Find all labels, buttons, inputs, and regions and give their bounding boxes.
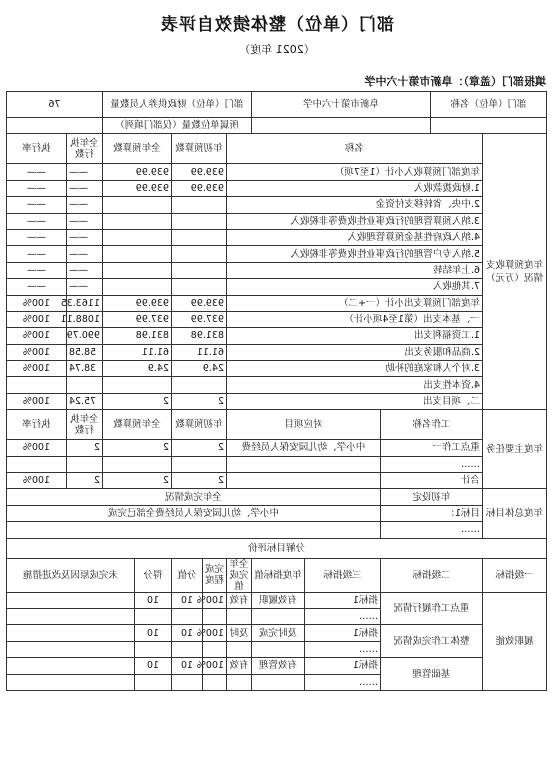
budget-row <box>6 213 546 229</box>
goal-col-expected: 年初设定 <box>380 489 482 505</box>
budget-rate: 100% <box>6 344 66 360</box>
task-name: …… <box>380 456 482 472</box>
budget-row <box>6 344 546 360</box>
eval-title-row <box>6 538 546 558</box>
budget-item-name: 年度部门预算支出小计（一+二） <box>226 295 482 311</box>
budget-actual: 1163.35 <box>66 295 102 311</box>
page-title: 部门（单位）整体绩效自评表 <box>160 15 394 35</box>
evaluation-table <box>6 91 547 691</box>
budget-rate: —— <box>6 246 66 262</box>
goal-row <box>6 505 546 521</box>
eval-score-total <box>171 608 202 624</box>
task-full: 2 <box>102 440 171 456</box>
budget-rate: —— <box>6 262 66 278</box>
budget-initial <box>171 197 226 213</box>
budget-actual: —— <box>66 180 102 196</box>
budget-item-name: 6.上年结转 <box>226 262 482 278</box>
budget-initial: 24.9 <box>171 361 226 377</box>
budget-col-full: 全年预算数 <box>102 134 171 164</box>
budget-full: 939.99 <box>102 295 171 311</box>
budget-actual: —— <box>66 197 102 213</box>
task-row <box>6 473 546 489</box>
budget-initial: 831.98 <box>171 328 226 344</box>
budget-full <box>102 246 171 262</box>
budget-initial: 939.99 <box>171 295 226 311</box>
eval-col-full: 全年完成值 <box>226 558 251 592</box>
budget-full: 2 <box>102 393 171 409</box>
eval-reason <box>6 608 134 624</box>
budget-item-name: 5.纳入专户管理的行政事业性收费等非税收入 <box>226 246 482 262</box>
eval-col-score: 得分 <box>134 558 171 592</box>
report-year: （2021 年度） <box>239 43 315 56</box>
eval-degree <box>202 641 226 657</box>
budget-actual <box>66 377 102 393</box>
budget-actual: —— <box>66 229 102 245</box>
budget-header-row <box>6 134 546 164</box>
task-actual <box>66 456 102 472</box>
eval-yearly <box>251 641 304 657</box>
staff-value: 76 <box>6 92 102 118</box>
eval-degree: 100% <box>202 592 226 608</box>
budget-item-name: 1.财政拨款收入 <box>226 180 482 196</box>
budget-initial: 939.99 <box>171 164 226 180</box>
budget-actual: —— <box>66 279 102 295</box>
budget-initial <box>171 279 226 295</box>
eval-level3: 指标1 <box>304 658 380 674</box>
eval-header-row <box>6 558 546 592</box>
eval-full <box>226 641 251 657</box>
budget-rate: 100% <box>6 393 66 409</box>
eval-full: 及时 <box>226 625 251 641</box>
budget-col-actual: 全年执行数 <box>66 134 102 164</box>
budget-row <box>6 164 546 180</box>
eval-col-level1: 一级指标 <box>483 558 547 592</box>
budget-section <box>6 134 546 410</box>
budget-row <box>6 229 546 245</box>
task-section-label: 年度主要任务 <box>483 410 547 489</box>
eval-level3: 指标1 <box>304 625 380 641</box>
eval-reason <box>6 674 134 690</box>
budget-section-label: 年度预算收支情况（万元） <box>483 134 547 410</box>
budget-initial: 939.99 <box>171 180 226 196</box>
budget-rate: 100% <box>6 295 66 311</box>
sub-units-label: 所属单位数量（仅部门填列） <box>102 118 251 134</box>
budget-row <box>6 180 546 196</box>
eval-full: 有效 <box>226 592 251 608</box>
dept-name-value: 阜新市第十六中学 <box>251 92 430 118</box>
task-initial: 2 <box>171 473 226 489</box>
budget-actual: —— <box>66 262 102 278</box>
goal-header-row <box>6 489 546 505</box>
budget-item-name: 3.对个人和家庭的补助 <box>226 361 482 377</box>
task-col-project: 对应项目 <box>226 410 380 440</box>
goal-section-label: 年度总体目标 <box>483 489 547 538</box>
budget-rate: 100% <box>6 328 66 344</box>
eval-col-level3: 三级指标 <box>304 558 380 592</box>
eval-level2: 整体工作完成情况 <box>380 625 482 658</box>
task-initial: 2 <box>171 440 226 456</box>
budget-row <box>6 328 546 344</box>
budget-full <box>102 197 171 213</box>
task-row <box>6 456 546 472</box>
eval-degree <box>202 608 226 624</box>
budget-initial: 2 <box>171 393 226 409</box>
budget-actual: 1088.11 <box>66 311 102 327</box>
eval-section <box>6 538 546 690</box>
goal-row <box>6 522 546 538</box>
header-section <box>6 92 546 134</box>
eval-degree: 100% <box>202 625 226 641</box>
budget-initial <box>171 377 226 393</box>
budget-actual: 990.79 <box>66 328 102 344</box>
eval-score-total <box>171 641 202 657</box>
eval-score <box>134 674 171 690</box>
budget-full: 61.11 <box>102 344 171 360</box>
goal-value: 中小学、幼儿园安保人员经费全部已完成 <box>6 505 380 521</box>
budget-full: 937.99 <box>102 311 171 327</box>
budget-row <box>6 197 546 213</box>
eval-col-reason: 未完成原因及改进措施 <box>6 558 134 592</box>
budget-row <box>6 377 546 393</box>
task-full: 2 <box>102 473 171 489</box>
eval-section-label: 分解目标评价 <box>6 538 546 558</box>
budget-row <box>6 295 546 311</box>
budget-rate: 100% <box>6 311 66 327</box>
budget-full: 831.98 <box>102 328 171 344</box>
goal-value <box>6 522 380 538</box>
eval-score <box>134 608 171 624</box>
eval-reason <box>6 658 134 674</box>
budget-row <box>6 246 546 262</box>
budget-item-name: 2.中央、省转移支付资金 <box>226 197 482 213</box>
task-project <box>226 473 380 489</box>
budget-item-name: 4.纳入政府性基金预算管理收入 <box>226 229 482 245</box>
eval-col-level2: 二级指标 <box>380 558 482 592</box>
budget-item-name: 4.资本性支出 <box>226 377 482 393</box>
budget-initial <box>171 213 226 229</box>
task-actual: 2 <box>66 473 102 489</box>
budget-actual: —— <box>66 164 102 180</box>
budget-actual: 58.58 <box>66 344 102 360</box>
dept-name-label: 部门（单位）名称 <box>430 92 546 118</box>
goal-section <box>6 489 546 538</box>
eval-score: 10 <box>134 658 171 674</box>
eval-yearly <box>251 674 304 690</box>
staff-label: 部门（单位）财政供养人员数量 <box>102 92 251 118</box>
eval-full <box>226 608 251 624</box>
budget-row <box>6 393 546 409</box>
budget-full: 939.99 <box>102 180 171 196</box>
budget-initial <box>171 246 226 262</box>
goal-col-done: 全年完成情况 <box>6 489 380 505</box>
eval-score: 10 <box>134 592 171 608</box>
budget-row <box>6 262 546 278</box>
budget-full: 939.99 <box>102 164 171 180</box>
task-col-task: 工作名称 <box>380 410 482 440</box>
budget-row <box>6 361 546 377</box>
budget-rate: 100% <box>6 361 66 377</box>
budget-initial <box>171 229 226 245</box>
budget-rate <box>6 377 66 393</box>
budget-item-name: 年度部门预算收入小计（1至7项） <box>226 164 482 180</box>
eval-yearly: 有效管理 <box>251 658 304 674</box>
budget-row <box>6 311 546 327</box>
task-col-rate: 执行率 <box>6 410 66 440</box>
eval-level1: 履职效能 <box>483 592 547 690</box>
budget-initial <box>171 262 226 278</box>
budget-rate: —— <box>6 229 66 245</box>
eval-score-total: 10 <box>171 625 202 641</box>
eval-level2: 重点工作履行情况 <box>380 592 482 625</box>
budget-rate: —— <box>6 213 66 229</box>
eval-col-yearly: 年度指标值 <box>251 558 304 592</box>
budget-rate: —— <box>6 197 66 213</box>
reporting-unit: 填报部门（盖章）：阜新市第十六中学 <box>364 75 546 88</box>
eval-degree <box>202 674 226 690</box>
eval-degree: 100% <box>202 658 226 674</box>
eval-full <box>226 674 251 690</box>
eval-row <box>6 658 546 674</box>
task-rate: 100% <box>6 440 66 456</box>
budget-col-initial: 年初预算数 <box>171 134 226 164</box>
goal-label: …… <box>380 522 482 538</box>
budget-actual: —— <box>66 246 102 262</box>
eval-score-total: 10 <box>171 658 202 674</box>
budget-item-name: 一、基本支出（第1至4项小计） <box>226 311 482 327</box>
eval-row <box>6 625 546 641</box>
eval-col-degree: 完成程度 <box>202 558 226 592</box>
budget-actual: —— <box>66 213 102 229</box>
task-rate <box>6 456 66 472</box>
eval-yearly: 有效履职 <box>251 592 304 608</box>
task-full <box>102 456 171 472</box>
eval-reason <box>6 592 134 608</box>
eval-reason <box>6 625 134 641</box>
budget-full <box>102 262 171 278</box>
budget-actual: 75.24 <box>66 393 102 409</box>
eval-level3: …… <box>304 641 380 657</box>
eval-reason <box>6 641 134 657</box>
task-actual: 2 <box>66 440 102 456</box>
budget-full <box>102 279 171 295</box>
budget-item-name: 1.工资福利支出 <box>226 328 482 344</box>
budget-full: 24.9 <box>102 361 171 377</box>
eval-col-score-total: 分值 <box>171 558 202 592</box>
task-col-initial: 年初预算数 <box>171 410 226 440</box>
budget-initial: 937.99 <box>171 311 226 327</box>
task-row <box>6 440 546 456</box>
budget-item-name: 7.其他收入 <box>226 279 482 295</box>
eval-level3: …… <box>304 674 380 690</box>
task-section <box>6 410 546 489</box>
budget-item-name: 2.商品和服务支出 <box>226 344 482 360</box>
eval-yearly <box>251 608 304 624</box>
budget-initial: 61.11 <box>171 344 226 360</box>
task-initial <box>171 456 226 472</box>
budget-actual: 38.74 <box>66 361 102 377</box>
budget-rate: —— <box>6 279 66 295</box>
eval-full: 有效 <box>226 658 251 674</box>
budget-col-name: 名称 <box>226 134 482 164</box>
budget-item-name: 3.纳入预算管理的行政事业性收费等非税收入 <box>226 213 482 229</box>
budget-item-name: 二、项目支出 <box>226 393 482 409</box>
task-name: 合计 <box>380 473 482 489</box>
task-rate: 100% <box>6 473 66 489</box>
budget-full <box>102 229 171 245</box>
eval-level3: 指标1 <box>304 592 380 608</box>
task-project: 中小学、幼儿园安保人员经费 <box>226 440 380 456</box>
task-col-full: 全年预算数 <box>102 410 171 440</box>
budget-rate: —— <box>6 180 66 196</box>
goal-label: 目标1： <box>380 505 482 521</box>
eval-score-total <box>171 674 202 690</box>
budget-full <box>102 377 171 393</box>
eval-level2: 基础管理 <box>380 658 482 691</box>
eval-score: 10 <box>134 625 171 641</box>
budget-col-rate: 执行率 <box>6 134 66 164</box>
budget-row <box>6 279 546 295</box>
eval-row <box>6 592 546 608</box>
eval-score <box>134 641 171 657</box>
budget-rate: —— <box>6 164 66 180</box>
eval-yearly: 及时完成 <box>251 625 304 641</box>
eval-score-total: 10 <box>171 592 202 608</box>
task-header-row <box>6 410 546 440</box>
task-name: 重点工作一 <box>380 440 482 456</box>
eval-level3: …… <box>304 608 380 624</box>
budget-full <box>102 213 171 229</box>
task-col-actual: 全年执行数 <box>66 410 102 440</box>
task-project <box>226 456 380 472</box>
